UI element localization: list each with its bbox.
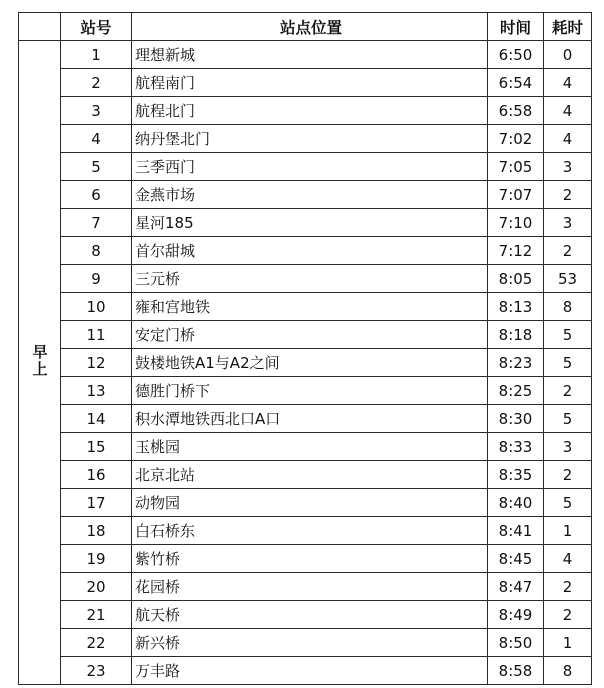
- stop-number: 19: [61, 545, 132, 573]
- stop-name: 安定门桥: [132, 321, 488, 349]
- stop-name: 雍和宫地铁: [132, 293, 488, 321]
- stop-name: 首尔甜城: [132, 237, 488, 265]
- stop-number: 10: [61, 293, 132, 321]
- stop-duration: 4: [544, 69, 592, 97]
- schedule-body: [19, 41, 592, 685]
- stop-number: 15: [61, 433, 132, 461]
- stop-name: 航程南门: [132, 69, 488, 97]
- stop-duration: 2: [544, 601, 592, 629]
- stop-number: 9: [61, 265, 132, 293]
- stop-duration: 4: [544, 97, 592, 125]
- table-row: [19, 405, 592, 433]
- stop-number: 3: [61, 97, 132, 125]
- schedule-table-wrapper: [18, 12, 592, 685]
- table-row: [19, 377, 592, 405]
- stop-number: 18: [61, 517, 132, 545]
- stop-number: 17: [61, 489, 132, 517]
- table-row: [19, 489, 592, 517]
- stop-number: 13: [61, 377, 132, 405]
- stop-name: 航程北门: [132, 97, 488, 125]
- stop-duration: 3: [544, 209, 592, 237]
- stop-time: 8:35: [488, 461, 544, 489]
- stop-time: 8:49: [488, 601, 544, 629]
- table-row: [19, 181, 592, 209]
- stop-duration: 5: [544, 405, 592, 433]
- table-row: [19, 97, 592, 125]
- stop-number: 21: [61, 601, 132, 629]
- stop-duration: 8: [544, 293, 592, 321]
- stop-duration: 4: [544, 125, 592, 153]
- stop-time: 8:33: [488, 433, 544, 461]
- stop-time: 8:05: [488, 265, 544, 293]
- stop-name: 玉桃园: [132, 433, 488, 461]
- stop-name: 金燕市场: [132, 181, 488, 209]
- stop-duration: 3: [544, 153, 592, 181]
- stop-number: 22: [61, 629, 132, 657]
- stop-duration: 5: [544, 321, 592, 349]
- stop-name: 新兴桥: [132, 629, 488, 657]
- stop-time: 8:30: [488, 405, 544, 433]
- stop-name: 积水潭地铁西北口A口: [132, 405, 488, 433]
- table-row: [19, 657, 592, 685]
- stop-number: 11: [61, 321, 132, 349]
- stop-duration: 1: [544, 517, 592, 545]
- stop-number: 4: [61, 125, 132, 153]
- stop-name: 航天桥: [132, 601, 488, 629]
- stop-time: 7:02: [488, 125, 544, 153]
- stop-name: 鼓楼地铁A1与A2之间: [132, 349, 488, 377]
- stop-time: 8:18: [488, 321, 544, 349]
- stop-duration: 53: [544, 265, 592, 293]
- stop-duration: 5: [544, 349, 592, 377]
- stop-duration: 0: [544, 41, 592, 69]
- table-row: [19, 237, 592, 265]
- stop-time: 8:40: [488, 489, 544, 517]
- stop-time: 8:45: [488, 545, 544, 573]
- table-row: [19, 209, 592, 237]
- stop-number: 7: [61, 209, 132, 237]
- table-row: [19, 349, 592, 377]
- stop-time: 8:25: [488, 377, 544, 405]
- table-row: [19, 153, 592, 181]
- stop-number: 8: [61, 237, 132, 265]
- period-label: 早上: [30, 343, 49, 378]
- header-time: 时间: [488, 13, 544, 41]
- stop-name: 纳丹堡北门: [132, 125, 488, 153]
- stop-duration: 4: [544, 545, 592, 573]
- stop-duration: 2: [544, 237, 592, 265]
- stop-number: 23: [61, 657, 132, 685]
- header-period-cell: [19, 13, 61, 41]
- header-stop: 站点位置: [132, 13, 488, 41]
- table-row: [19, 293, 592, 321]
- stop-number: 5: [61, 153, 132, 181]
- table-row: [19, 433, 592, 461]
- table-row: [19, 125, 592, 153]
- table-row: [19, 321, 592, 349]
- stop-time: 8:50: [488, 629, 544, 657]
- stop-time: 6:50: [488, 41, 544, 69]
- stop-number: 12: [61, 349, 132, 377]
- stop-name: 三元桥: [132, 265, 488, 293]
- stop-name: 北京北站: [132, 461, 488, 489]
- stop-number: 1: [61, 41, 132, 69]
- table-row: [19, 629, 592, 657]
- stop-number: 6: [61, 181, 132, 209]
- header-duration: 耗时: [544, 13, 592, 41]
- stop-name: 动物园: [132, 489, 488, 517]
- table-row: [19, 461, 592, 489]
- stop-time: 6:58: [488, 97, 544, 125]
- stop-duration: 1: [544, 629, 592, 657]
- table-row: [19, 573, 592, 601]
- stop-duration: 2: [544, 461, 592, 489]
- stop-time: 7:05: [488, 153, 544, 181]
- stop-name: 紫竹桥: [132, 545, 488, 573]
- stop-number: 2: [61, 69, 132, 97]
- stop-duration: 5: [544, 489, 592, 517]
- table-row: [19, 69, 592, 97]
- stop-number: 20: [61, 573, 132, 601]
- table-row: [19, 41, 592, 69]
- stop-number: 16: [61, 461, 132, 489]
- stop-number: 14: [61, 405, 132, 433]
- stop-duration: 2: [544, 181, 592, 209]
- stop-time: 7:07: [488, 181, 544, 209]
- stop-name: 白石桥东: [132, 517, 488, 545]
- period-cell: [19, 41, 61, 685]
- bus-schedule-table: [18, 12, 592, 685]
- stop-time: 8:23: [488, 349, 544, 377]
- table-row: [19, 265, 592, 293]
- header-row: [19, 13, 592, 41]
- stop-name: 花园桥: [132, 573, 488, 601]
- table-row: [19, 545, 592, 573]
- stop-name: 三季西门: [132, 153, 488, 181]
- stop-duration: 2: [544, 573, 592, 601]
- stop-time: 7:10: [488, 209, 544, 237]
- stop-time: 8:41: [488, 517, 544, 545]
- stop-duration: 2: [544, 377, 592, 405]
- stop-name: 星河185: [132, 209, 488, 237]
- stop-time: 8:47: [488, 573, 544, 601]
- stop-time: 7:12: [488, 237, 544, 265]
- table-row: [19, 601, 592, 629]
- stop-name: 万丰路: [132, 657, 488, 685]
- table-row: [19, 517, 592, 545]
- stop-name: 理想新城: [132, 41, 488, 69]
- stop-name: 德胜门桥下: [132, 377, 488, 405]
- stop-duration: 8: [544, 657, 592, 685]
- header-no: 站号: [61, 13, 132, 41]
- stop-time: 6:54: [488, 69, 544, 97]
- stop-time: 8:13: [488, 293, 544, 321]
- stop-time: 8:58: [488, 657, 544, 685]
- stop-duration: 3: [544, 433, 592, 461]
